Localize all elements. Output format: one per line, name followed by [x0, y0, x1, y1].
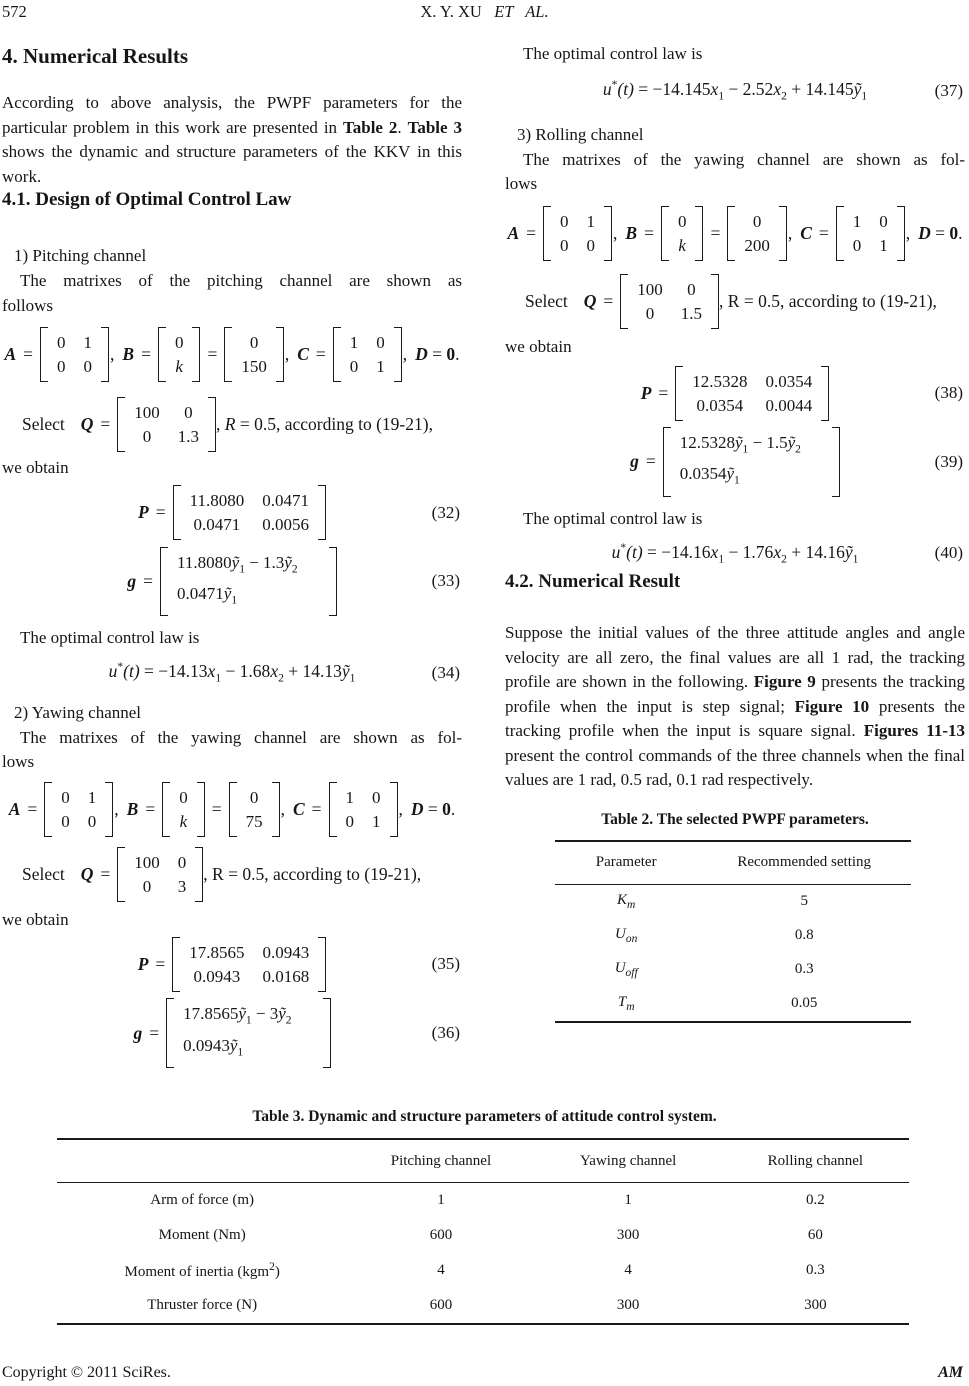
matrix-cell: 1 [87, 788, 97, 808]
matrix-C [836, 206, 905, 261]
table-row [57, 1218, 909, 1253]
matrix-cell: 0.0354 [696, 395, 744, 415]
page-footer [2, 1364, 963, 1382]
matrix-cell: 0 [752, 212, 762, 231]
cell-value: 1 [437, 1192, 445, 1208]
table-row [555, 953, 911, 987]
matrix-D-equation: D = 0. [415, 343, 460, 364]
yawing-intro-line1: The matrixes of the yawing channel are shown as fol- [20, 727, 462, 747]
matrix-P [675, 366, 829, 421]
row-label: Moment (Nm) [158, 1227, 246, 1243]
yawing-state-matrices-equation [2, 780, 462, 840]
row-label: Moment of inertia (kgm$^2$) [124, 1260, 280, 1280]
matrix-cell: 0 [372, 788, 381, 808]
table-3 [57, 1138, 909, 1325]
copyright-text: Copyright © 2011 SciRes. [2, 1364, 171, 1381]
matrix-cell: 1 [586, 212, 596, 231]
matrix-name-B: B [625, 223, 638, 243]
table-3-header-empty [57, 1139, 347, 1183]
equation-37 [505, 73, 965, 109]
matrix-cell: 0 [249, 332, 259, 352]
matrix-bracket-right [208, 397, 216, 452]
equation-35 [2, 936, 462, 992]
matrix-B [162, 782, 205, 837]
matrix-cell: 11.8080ỹ$_1$ − 1.3ỹ$_2$ [177, 552, 298, 575]
yawing-select-q-line [2, 845, 462, 905]
select-label: Select [525, 291, 568, 311]
equals-sign: = [644, 223, 654, 243]
matrix-bracket-left [727, 206, 735, 261]
comma: , [114, 799, 119, 820]
matrix-bracket-right [105, 782, 113, 837]
matrix-cell: 0.0943 [193, 966, 241, 986]
equation-34 [2, 655, 462, 691]
matrix-bracket-left [229, 782, 237, 837]
matrix-bracket-right [390, 782, 398, 837]
matrix-cell: 17.8565 [189, 942, 245, 962]
matrix-B-value [229, 782, 280, 837]
equals-sign: = [658, 382, 669, 403]
row-label: Thruster force (N) [147, 1297, 258, 1313]
row-label: Arm of force (m) [150, 1192, 255, 1208]
matrix-cell: 0 [142, 877, 152, 897]
matrix-bracket-left [172, 937, 180, 992]
equals-sign: = [710, 223, 721, 243]
matrix-cell: 1 [372, 812, 381, 832]
matrix-cell: 0.0471 [193, 515, 241, 534]
matrix-cell: 3 [177, 877, 187, 897]
we-obtain-text: we obtain [2, 909, 69, 929]
matrix-cell: 17.8565ỹ$_1$ − 3ỹ$_2$ [183, 1004, 292, 1027]
matrix-cell: 0 [87, 812, 97, 832]
matrix-bracket-right [195, 847, 203, 902]
matrix-Q [117, 397, 216, 452]
cell-value: 4 [437, 1262, 445, 1278]
parameter-name: $U_{off}$ [614, 960, 638, 980]
running-head: X. Y. XU ET AL. [420, 2, 549, 21]
section-4-2-title: 4.2. Numerical Result [505, 571, 681, 593]
section-4-title: 4. Numerical Results [2, 44, 189, 68]
matrix-bracket-right [832, 427, 840, 497]
matrix-P [173, 485, 326, 540]
matrix-bracket-right [101, 327, 109, 382]
matrix-bracket-right [604, 206, 612, 261]
matrix-bracket-right [779, 206, 787, 261]
equation-39 [505, 427, 965, 497]
optimal-law-text: The optimal control law is [20, 628, 200, 648]
right-column [505, 36, 965, 1023]
matrix-name-P: P [640, 382, 652, 403]
matrix-name-A: A [507, 223, 520, 243]
matrix-bracket-left [117, 847, 125, 902]
matrix-cell: 1 [376, 356, 385, 376]
page-number: 572 [2, 2, 27, 21]
matrix-bracket-left [162, 782, 170, 837]
matrix-cell: 0 [61, 812, 70, 832]
pitching-intro-line1: The matrixes of the pitching channel are shown as [20, 271, 462, 290]
equals-sign: = [27, 799, 38, 820]
table-row [57, 1183, 909, 1219]
comma: , [905, 223, 911, 243]
rolling-select-q-line [505, 272, 965, 332]
table-3-title: Table 3. Dynamic and structure parameters of attitude control system. [252, 1108, 717, 1125]
equals-sign: = [143, 570, 154, 591]
matrix-name-g: g [127, 570, 137, 591]
matrix-P [172, 937, 326, 992]
equation-number: (39) [934, 451, 963, 471]
matrix-cell: 0 [177, 853, 187, 873]
rolling-intro-line2: lows [505, 174, 538, 193]
matrix-Q [117, 847, 203, 902]
table-row [555, 884, 911, 919]
matrix-bracket-left [329, 782, 337, 837]
matrix-cell: 100 [134, 402, 160, 422]
matrix-cell: k [175, 356, 183, 376]
equation-36 [2, 998, 462, 1068]
matrix-cell: 0.0168 [262, 966, 310, 986]
matrix-Q [620, 274, 719, 329]
matrix-bracket-left [620, 274, 628, 329]
cell-value: 0.2 [806, 1192, 825, 1208]
table-2-header-setting: Recommended setting [697, 841, 911, 885]
matrix-bracket-left [333, 327, 341, 382]
matrix-cell: 1.5 [680, 304, 703, 323]
table-3-header-yawing: Yawing channel [535, 1139, 722, 1183]
matrix-B-value [727, 206, 787, 261]
matrix-A [40, 327, 109, 382]
optimal-law-text: The optimal control law is [523, 44, 703, 63]
equation-number: (32) [431, 502, 460, 522]
matrix-cell: 150 [241, 356, 267, 376]
table-3-header-pitching: Pitching channel [347, 1139, 534, 1183]
matrix-A [44, 782, 113, 837]
table-2-block [505, 811, 965, 1023]
cell-value: 600 [429, 1227, 453, 1243]
matrix-cell: 12.5328ỹ$_1$ − 1.5ỹ$_2$ [679, 433, 801, 456]
matrix-cell: 0.0044 [765, 395, 813, 415]
table-2 [555, 840, 911, 1023]
matrix-cell: 0 [57, 356, 66, 376]
matrix-bracket-left [166, 998, 174, 1068]
matrix-cell: 0 [687, 280, 696, 299]
pitching-channel-label: 1) Pitching channel [14, 246, 147, 265]
matrix-cell: 0 [645, 304, 655, 323]
equation-number: (35) [431, 954, 460, 974]
matrix-bracket-right [821, 366, 829, 421]
equation-32 [2, 485, 462, 541]
matrix-name-B: B [126, 799, 139, 820]
matrix-cell: 100 [637, 280, 663, 299]
matrix-B [661, 206, 704, 261]
table-3-header-rolling: Rolling channel [722, 1139, 909, 1183]
matrix-cell: 11.8080 [189, 491, 245, 510]
matrix-bracket-left [836, 206, 844, 261]
cell-value: 4 [624, 1262, 632, 1278]
matrix-cell: 75 [245, 812, 263, 832]
pitching-state-matrices-equation [2, 322, 462, 386]
equation-number: (36) [431, 1023, 460, 1043]
equals-sign: = [645, 451, 656, 472]
matrix-cell: 0 [677, 212, 687, 231]
matrix-cell: 0 [560, 236, 569, 255]
matrix-cell: 1 [852, 212, 862, 231]
rolling-state-matrices-equation [505, 202, 965, 266]
matrix-cell: 1 [83, 332, 93, 352]
matrix-cell: 0.0943 [262, 942, 310, 962]
matrix-bracket-left [160, 547, 168, 617]
matrix-g [663, 427, 840, 497]
equals-sign: = [207, 343, 218, 364]
parameter-value: 5 [800, 893, 808, 910]
comma: , [402, 343, 408, 364]
matrix-cell: 0 [560, 212, 569, 231]
matrix-cell: 0.0471ỹ$_1$ [177, 583, 238, 607]
intro-paragraph: According to above analysis, the PWPF parameters for the particular problem in this work are presented in Table 2. Table 3 shows the dynamic and structure parameters of the KKV in this work. [2, 93, 462, 186]
table-2-header-parameter: Parameter [555, 841, 697, 885]
matrix-cell: 1.3 [177, 426, 200, 446]
yawing-intro-line2: lows [2, 752, 35, 772]
equals-sign: = [818, 223, 829, 243]
select-condition-text: , R = 0.5, according to (19-21), [216, 413, 433, 434]
matrix-cell: 12.5328 [692, 371, 748, 391]
equals-sign: = [100, 864, 111, 885]
matrix-cell: 1 [879, 236, 888, 255]
matrix-name-Q: Q [80, 864, 94, 885]
left-column [2, 36, 462, 1068]
matrix-g [166, 998, 330, 1068]
table-row [555, 919, 911, 953]
yawing-channel-label: 2) Yawing channel [14, 702, 142, 722]
equation-number: (40) [934, 543, 963, 563]
matrix-cell: k [678, 236, 686, 255]
rolling-channel-label: 3) Rolling channel [517, 124, 644, 144]
select-label: Select [22, 864, 65, 885]
matrix-cell: 1 [349, 332, 359, 352]
control-law-formula: $u^*(t) = -14.13x_1 - 1.68x_2$ + 14.13ỹ$_1$ [108, 661, 356, 685]
matrix-bracket-right [318, 485, 326, 540]
equation-number: (34) [431, 662, 460, 682]
matrix-cell: 0 [57, 332, 66, 352]
matrix-cell: 200 [744, 236, 770, 255]
matrix-D-equation: D = 0. [918, 223, 963, 243]
parameter-name: $U_{on}$ [615, 926, 638, 946]
matrix-cell: 0 [61, 788, 70, 808]
matrix-name-A: A [4, 343, 17, 364]
comma: , [787, 223, 793, 243]
comma: , [280, 799, 285, 820]
pitching-select-q-line [2, 394, 462, 454]
comma: , [284, 343, 290, 364]
equals-sign: = [149, 1022, 160, 1043]
matrix-cell: 0 [852, 236, 862, 255]
equals-sign: = [23, 343, 34, 364]
equals-sign: = [315, 343, 326, 364]
matrix-cell: 0 [376, 332, 385, 352]
matrix-cell: k [179, 812, 188, 832]
we-obtain-text: we obtain [505, 336, 572, 356]
matrix-bracket-left [224, 327, 232, 382]
matrix-bracket-right [192, 327, 200, 382]
matrix-bracket-left [40, 327, 48, 382]
table-2-title: Table 2. The selected PWPF parameters. [601, 810, 869, 828]
equation-number: (37) [934, 80, 963, 100]
matrix-bracket-right [329, 547, 337, 617]
control-law-formula: $u^*(t) = -14.145x_1 - 2.52x_2$ + 14.145ỹ$_1$ [602, 78, 868, 103]
matrix-A [543, 206, 612, 261]
select-label: Select [22, 413, 65, 434]
matrix-cell: 0 [142, 426, 152, 446]
cell-value: 300 [804, 1297, 827, 1313]
matrix-cell: 0.0056 [262, 515, 309, 534]
parameter-name: $T_m$ [617, 994, 635, 1014]
matrix-bracket-left [675, 366, 683, 421]
matrix-name-Q: Q [583, 291, 597, 311]
journal-abbreviation: AM [938, 1364, 963, 1381]
equals-sign: = [145, 799, 156, 820]
matrix-cell: 0 [184, 402, 193, 422]
comma: , [110, 343, 115, 364]
matrix-bracket-right [318, 937, 326, 992]
pitching-intro-line2: follows [2, 295, 53, 315]
matrix-name-C: C [800, 223, 812, 243]
equation-number: (33) [431, 571, 460, 591]
comma: , [613, 223, 618, 243]
matrix-C [333, 327, 402, 382]
cell-value: 60 [807, 1227, 823, 1243]
equation-38 [505, 365, 965, 421]
matrix-name-C: C [297, 343, 309, 364]
matrix-cell: 0.0354ỹ$_1$ [679, 464, 740, 487]
matrix-g [160, 547, 337, 617]
equation-40 [505, 535, 965, 571]
equals-sign: = [526, 223, 537, 243]
matrix-bracket-right [897, 206, 905, 261]
matrix-bracket-right [272, 782, 280, 837]
equals-sign: = [155, 502, 166, 522]
matrix-cell: 0 [179, 788, 188, 808]
matrix-name-B: B [122, 343, 135, 364]
select-condition-text: , R = 0.5, according to (19-21), [719, 291, 937, 311]
cell-value: 300 [616, 1297, 640, 1313]
matrix-bracket-left [44, 782, 52, 837]
cell-value: 0.3 [806, 1262, 825, 1278]
matrix-cell: 0 [174, 332, 184, 352]
matrix-cell: 0 [349, 356, 359, 376]
page-header [2, 2, 967, 26]
matrix-D-equation: D = 0. [410, 799, 456, 820]
matrix-B-value [224, 327, 284, 382]
comma: , [398, 799, 403, 820]
matrix-name-Q: Q [80, 413, 94, 434]
rolling-intro-line1: The matrixes of the yawing channel are shown as fol- [523, 149, 965, 169]
table-3-block [0, 1108, 969, 1325]
parameter-value: 0.3 [794, 961, 814, 978]
parameter-name: $K_m$ [617, 892, 636, 912]
matrix-bracket-right [695, 206, 703, 261]
matrix-bracket-left [663, 427, 671, 497]
matrix-name-A: A [8, 799, 21, 820]
section-4-1-title: 4.1. Design of Optimal Control Law [2, 189, 292, 210]
equals-sign: = [603, 291, 614, 311]
matrix-cell: 0.0354 [765, 371, 813, 391]
matrix-bracket-right [276, 327, 284, 382]
matrix-name-g: g [133, 1022, 143, 1043]
equals-sign: = [311, 799, 322, 820]
matrix-bracket-left [158, 327, 166, 382]
result-paragraph: Suppose the initial values of the three attitude angles and angle velocity are all zero, the final values are all 1 rad, the tracking profile are shown in the following. Figure 9 presents the tracking profile when the input is step signal; Figure 10 presents the tracking profile when the input is square signal. Figures 11-13 present the control commands of the three channels when the final values are 1 rad, 0.5 rad, 0.1 rad respectively. [505, 623, 965, 790]
matrix-cell: 0 [586, 236, 596, 255]
matrix-bracket-left [117, 397, 125, 452]
parameter-value: 0.8 [794, 927, 814, 944]
parameter-value: 0.05 [791, 995, 818, 1012]
equation-number: (38) [934, 383, 963, 402]
equals-sign: = [211, 799, 222, 820]
matrix-cell: 0 [345, 812, 355, 832]
table-row [555, 987, 911, 1022]
matrix-cell: 0.0471 [262, 491, 309, 510]
matrix-cell: 1 [345, 788, 355, 808]
matrix-name-P: P [138, 502, 149, 522]
matrix-cell: 0 [249, 788, 259, 808]
matrix-bracket-left [543, 206, 551, 261]
matrix-bracket-right [323, 998, 331, 1068]
matrix-cell: 0 [83, 356, 93, 376]
equals-sign: = [100, 413, 111, 434]
cell-value: 1 [624, 1192, 632, 1208]
matrix-bracket-left [173, 485, 181, 540]
matrix-bracket-right [197, 782, 205, 837]
select-condition-text: , R = 0.5, according to (19-21), [203, 864, 422, 885]
cell-value: 600 [429, 1297, 453, 1313]
equation-33 [2, 547, 462, 617]
control-law-formula: $u^*(t) = -14.16x_1 - 1.76x_2$ + 14.16ỹ$_1$ [611, 541, 859, 566]
optimal-law-text: The optimal control law is [523, 508, 703, 528]
matrix-B [158, 327, 201, 382]
matrix-bracket-left [661, 206, 669, 261]
matrix-cell: 0.0943ỹ$_1$ [183, 1035, 244, 1059]
equals-sign: = [155, 953, 166, 974]
matrix-name-g: g [630, 451, 639, 472]
table-row [57, 1288, 909, 1324]
cell-value: 300 [616, 1227, 640, 1243]
equals-sign: = [141, 343, 151, 364]
table-row [57, 1253, 909, 1288]
matrix-name-C: C [292, 799, 305, 820]
matrix-C [329, 782, 398, 837]
matrix-bracket-right [394, 327, 402, 382]
matrix-bracket-right [711, 274, 719, 329]
we-obtain-text: we obtain [2, 458, 69, 477]
matrix-cell: 0 [879, 212, 888, 231]
matrix-name-P: P [137, 953, 149, 974]
matrix-cell: 100 [134, 853, 160, 873]
